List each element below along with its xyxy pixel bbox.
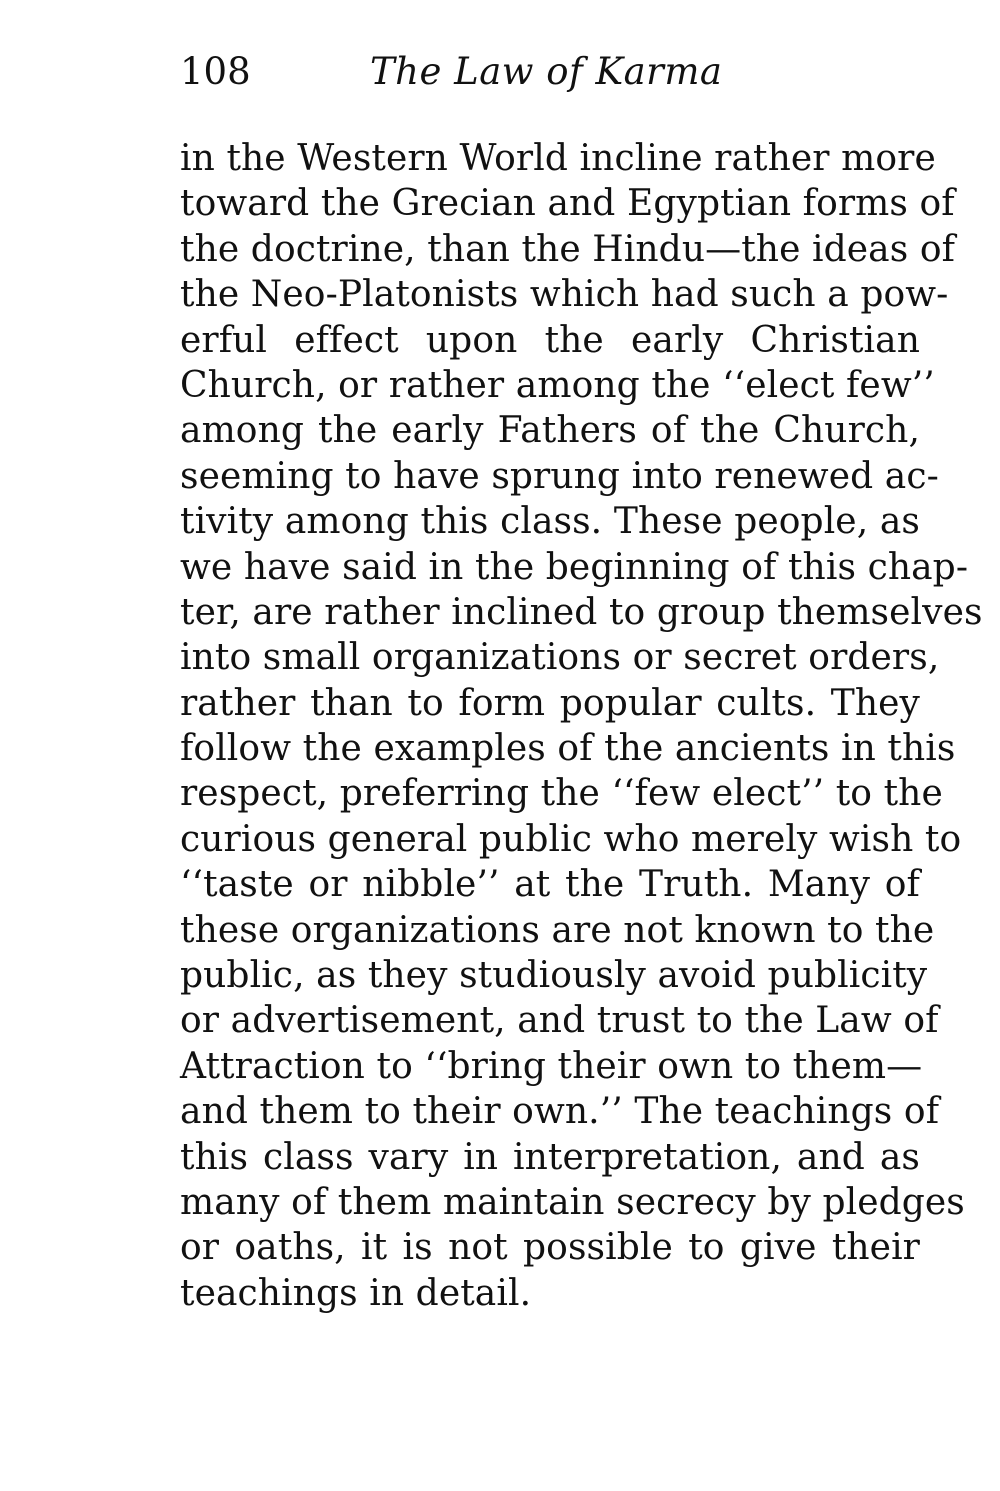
- text-line: or oaths, it is not possible to give their: [180, 1227, 920, 1269]
- text-line: respect, preferring the ‘‘few elect’’ to the: [180, 773, 943, 815]
- text-line: this class vary in interpretation, and as: [180, 1136, 920, 1178]
- text-line: these organizations are not known to the: [180, 909, 935, 951]
- page-number: 108: [180, 50, 251, 93]
- text-line: in the Western World incline rather more: [180, 138, 936, 179]
- text-line: the Neo-Platonists which had such a pow-: [180, 274, 949, 316]
- running-title: The Law of Karma: [370, 50, 723, 93]
- text-line: toward the Grecian and Egyptian forms of: [180, 183, 955, 225]
- text-line: seeming to have sprung into renewed ac-: [180, 455, 939, 497]
- text-line: among the early Fathers of the Church,: [180, 410, 920, 452]
- text-line: and them to their own.’’ The teachings of: [180, 1091, 940, 1133]
- text-line: Church, or rather among the ‘‘elect few’’: [180, 364, 935, 406]
- text-line: public, as they studiously avoid publicity: [180, 955, 928, 997]
- text-line: erful effect upon the early Christian: [180, 319, 920, 361]
- text-line: the doctrine, than the Hindu—the ideas of: [180, 228, 956, 270]
- text-line: teachings in detail.: [180, 1272, 532, 1314]
- text-line: into small organizations or secret orders,: [180, 637, 940, 679]
- text-line: curious general public who merely wish to: [180, 818, 962, 860]
- text-line: tivity among this class. These people, as: [180, 501, 920, 543]
- text-line: ter, are rather inclined to group themselves: [180, 591, 983, 633]
- text-line: many of them maintain secrecy by pledges: [180, 1181, 965, 1223]
- text-line: or advertisement, and trust to the Law of: [180, 1000, 939, 1042]
- text-line: ‘‘taste or nibble’’ at the Truth. Many of: [180, 864, 920, 906]
- text-line: rather than to form popular cults. They: [180, 682, 920, 724]
- text-line: we have said in the beginning of this chap-: [180, 546, 969, 588]
- text-line: follow the examples of the ancients in this: [180, 728, 956, 770]
- body-paragraph: [180, 136, 983, 1316]
- page-header: [180, 44, 740, 100]
- text-line: Attraction to ‘‘bring their own to them—: [180, 1045, 923, 1087]
